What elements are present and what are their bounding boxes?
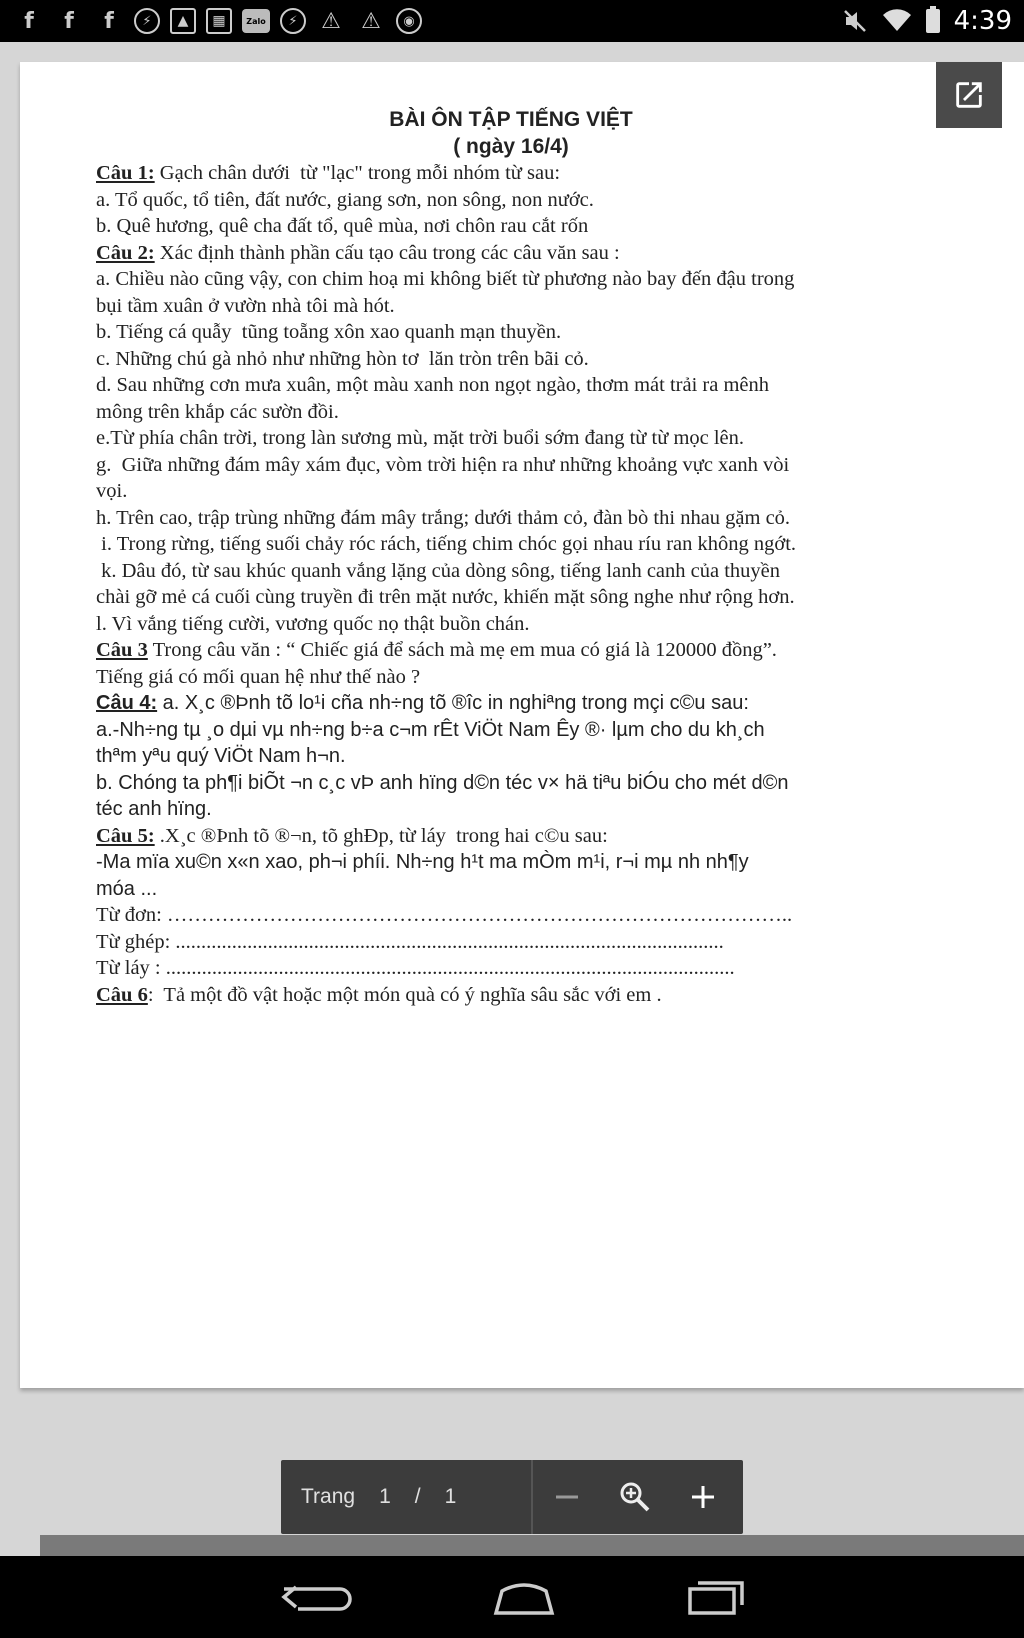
- page-label: Trang: [301, 1485, 356, 1508]
- line-text: l. Vì vắng tiếng cười, vương quốc nọ thật buồn chán.: [96, 612, 530, 635]
- question-label: Câu 2:: [96, 241, 155, 264]
- page-indicator: [281, 1460, 533, 1534]
- document-line: [96, 611, 926, 638]
- line-text: b. Quê hương, quê cha đất tổ, quê mùa, nơi chôn rau cắt rốn: [96, 215, 589, 237]
- question-label: Câu 4:: [96, 692, 158, 714]
- minus-icon: [553, 1483, 581, 1511]
- line-text: g. Giữa những đám mây xám đục, vòm trời hiện ra như những khoảng vực xanh vòi: [96, 453, 790, 476]
- document-line: [96, 213, 926, 240]
- document-line: [96, 372, 926, 399]
- document-line: [96, 558, 926, 585]
- wifi-icon: [882, 9, 912, 33]
- line-text: móa ...: [96, 877, 158, 900]
- line-text: d. Sau những cơn mưa xuân, một màu xanh non ngọt ngào, thơm mát trải ra mênh: [96, 374, 770, 396]
- document-line: [96, 796, 926, 823]
- facebook-icon: f: [24, 8, 34, 34]
- line-text: a.-Nh÷ng tµ ¸o dµi vµ nh÷ng b÷a c¬m rÊt ViÖt Nam Êy ®· lµm cho du kh¸ch: [96, 718, 765, 741]
- document-line: [96, 293, 926, 320]
- status-bar: [0, 0, 1024, 42]
- zoom-reset-button[interactable]: [601, 1460, 669, 1534]
- document-line: [96, 187, 926, 214]
- document-line: [96, 770, 926, 797]
- question-label: Câu 1:: [96, 162, 155, 184]
- document-line: [96, 955, 926, 982]
- line-text: Xác định thành phần cấu tạo câu trong các câu văn sau :: [154, 241, 620, 264]
- question-label: Câu 3: [96, 639, 148, 661]
- line-text: Tiếng giá có mối quan hệ như thế nào ?: [96, 665, 421, 688]
- question-label: Câu 5:: [96, 824, 155, 847]
- notification-icons: [0, 6, 422, 36]
- document-page: [20, 62, 1024, 1388]
- line-text: .X¸c ®Þnh tõ ®¬n, tõ ghÐp, từ láy trong hai c©u sau:: [154, 824, 608, 847]
- document-line: [96, 876, 926, 903]
- recent-apps-icon[interactable]: [686, 1577, 746, 1617]
- zoom-in-button[interactable]: [669, 1460, 737, 1534]
- clock: 4:39: [953, 6, 1012, 36]
- line-text: b. Tiếng cá quẫy tũng toẵng xôn xao quanh mạn thuyền.: [96, 321, 562, 343]
- line-text: c. Những chú gà nhỏ như những hòn tơ lăn tròn trên bãi cỏ.: [96, 347, 589, 370]
- line-text: a. Chiều nào cũng vậy, con chim hoạ mi không biết từ phương nào bay đến đậu trong: [96, 268, 795, 290]
- line-text: a. Tổ quốc, tổ tiên, đất nước, giang sơn, non sông, non nước.: [96, 188, 594, 211]
- messenger-icon: ⚡: [280, 8, 306, 34]
- mute-icon: [842, 8, 868, 34]
- line-text: chài gỡ mẻ cá cuối cùng truyền đi trên mặt nước, khiến mặt sông nghe như rộng hơn.: [96, 586, 795, 608]
- line-text: -Ma mïa xu©n x«n xao, ph¬i phíi. Nh÷ng h¹t ma mÒm m¹i, r¬i mµ nh nh¶y: [96, 851, 749, 873]
- zalo-icon: Zalo: [242, 9, 270, 33]
- document-line: [96, 399, 926, 426]
- document-body: [96, 160, 926, 1008]
- line-text: h. Trên cao, trập trùng những đám mây trắng; dưới thảm cỏ, đàn bò thi nhau gặm cỏ.: [96, 506, 791, 529]
- document-line: [96, 505, 926, 532]
- line-text: vọi.: [96, 480, 128, 502]
- current-page: 1: [379, 1485, 391, 1508]
- home-icon[interactable]: [492, 1577, 556, 1617]
- image-icon: ▲: [170, 8, 196, 34]
- document-line: [96, 266, 926, 293]
- document-line: [96, 849, 926, 876]
- total-pages: 1: [444, 1485, 457, 1508]
- document-content: [96, 106, 926, 1008]
- document-line: [96, 346, 926, 373]
- document-viewport[interactable]: [0, 42, 1024, 1556]
- line-text: k. Dâu đó, từ sau khúc quanh vắng lặng của dòng sông, tiếng lanh canh của thuyền: [96, 559, 781, 582]
- warning-icon: ⚠: [361, 8, 381, 34]
- document-line: [96, 160, 926, 187]
- document-line: [96, 690, 926, 717]
- line-text: Gạch chân dưới từ "lạc" trong mỗi nhóm từ sau:: [154, 162, 561, 184]
- navigation-bar: [0, 1556, 1024, 1638]
- question-label: Câu 6: [96, 983, 148, 1006]
- back-icon[interactable]: [278, 1577, 362, 1617]
- open-in-new-icon: [952, 78, 986, 112]
- document-line: [96, 717, 926, 744]
- zoom-icon: [618, 1480, 652, 1514]
- line-text: b. Chóng ta ph¶i biÕt ¬n c¸c vÞ anh hïng d©n téc v× hä tiªu biÓu cho mét d©n: [96, 771, 789, 794]
- document-line: [96, 319, 926, 346]
- line-text: Trong câu văn : “ Chiếc giá để sách mà mẹ em mua có giá là 120000 đồng”.: [147, 639, 777, 661]
- line-text: a. X¸c ®Þnh tõ lo¹i cña nh÷ng tõ ®îc in nghiªng trong mçi c©u sau:: [157, 692, 749, 714]
- line-text: Từ ghép: ...........................................................................................................: [96, 930, 724, 953]
- warning-icon: ⚠: [321, 8, 341, 34]
- line-text: Từ đơn: ………………………………………………………………………………..: [96, 904, 793, 926]
- scroll-track[interactable]: [40, 1535, 1024, 1557]
- document-line: [96, 478, 926, 505]
- battery-icon: [926, 9, 940, 33]
- page-separator: /: [414, 1485, 421, 1508]
- line-text: Từ láy : ...............................................................................................................: [96, 957, 735, 979]
- line-text: thªm yªu quý ViÖt Nam h¬n.: [96, 745, 346, 767]
- plus-icon: [689, 1483, 717, 1511]
- document-line: [96, 584, 926, 611]
- document-subtitle: ( ngày 16/4): [453, 135, 569, 158]
- document-line: [96, 743, 926, 770]
- line-text: : Tả một đồ vật hoặc một món quà có ý nghĩa sâu sắc với em .: [147, 983, 662, 1006]
- open-external-button[interactable]: [936, 62, 1002, 128]
- line-text: mông trên khắp các sườn đồi.: [96, 400, 339, 423]
- document-line: [96, 982, 926, 1009]
- pdf-toolbar: [281, 1460, 743, 1534]
- calendar-icon: ▦: [206, 8, 232, 34]
- document-line: [96, 823, 926, 850]
- line-text: e.Từ phía chân trời, trong làn sương mù, mặt trời buổi sớm đang từ từ mọc lên.: [96, 427, 745, 449]
- chrome-icon: ◉: [396, 8, 422, 34]
- document-title: BÀI ÔN TẬP TIẾNG VIỆT: [389, 108, 633, 131]
- line-text: téc anh hïng.: [96, 798, 212, 820]
- document-line: [96, 902, 926, 929]
- facebook-icon: f: [104, 8, 114, 34]
- document-line: [96, 929, 926, 956]
- document-line: [96, 452, 926, 479]
- zoom-out-button[interactable]: [533, 1460, 601, 1534]
- document-line: [96, 240, 926, 267]
- document-line: [96, 637, 926, 664]
- line-text: bụi tầm xuân ở vườn nhà tôi mà hót.: [96, 294, 395, 317]
- facebook-icon: f: [64, 8, 74, 34]
- document-line: [96, 425, 926, 452]
- document-line: [96, 531, 926, 558]
- messenger-icon: ⚡: [134, 8, 160, 34]
- line-text: i. Trong rừng, tiếng suối chảy róc rách, tiếng chim chóc gọi nhau ríu ran không ngớt.: [96, 533, 797, 555]
- document-line: [96, 664, 926, 691]
